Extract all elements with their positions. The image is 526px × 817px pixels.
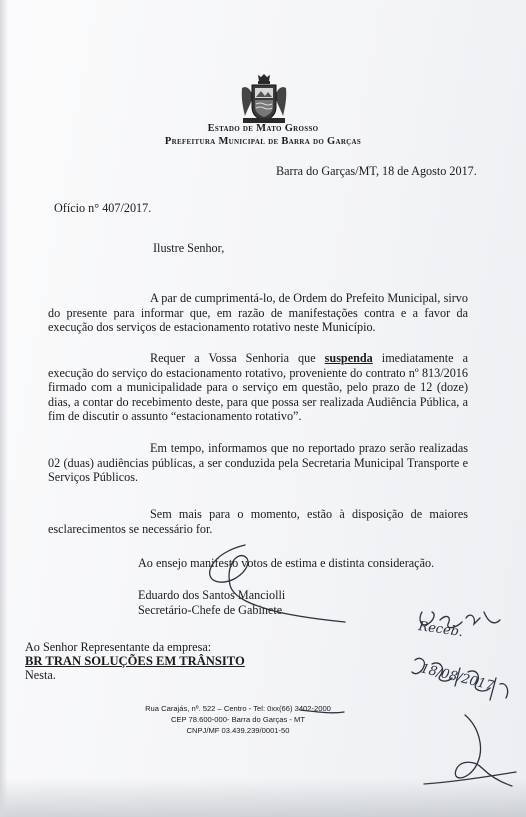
recipient-company: BR TRAN SOLUÇÕES EM TRÂNSITO	[25, 654, 245, 668]
recipient-place: Nesta.	[25, 668, 56, 682]
footer-cep: CEP 78.600-000- Barra do Garças - MT	[170, 715, 306, 724]
page-bottom-shadow	[0, 778, 526, 817]
signatory-title: Secretário-Chefe de Gabinete	[138, 603, 283, 617]
paragraph-request	[48, 351, 468, 424]
request-text-start: Requer a Vossa Senhoria que	[150, 351, 325, 365]
office-number: Ofício n° 407/2017.	[54, 201, 152, 215]
footer-cnpj: CNPJ/MF 03.439.239/0001-50	[186, 726, 290, 735]
letterhead-state: Estado de Mato Grosso	[207, 123, 319, 134]
letterhead-prefecture: Prefeitura Municipal de Barra do Garças	[164, 136, 362, 147]
request-text-end: imediatamente a execução do serviço do estacionamento rotativo, proveniente do contrato nº 813/2016 firmado com a municipalidade para o serviço em questão, pelo prazo de 12 (doze) dias, a contar do recebimento deste, para que possa ser realizada Audiência Pública, a fim de discutir o assunto “estacionamento rotativo”.	[48, 351, 468, 423]
request-emphasis: suspenda	[324, 351, 373, 365]
date-line: Barra do Garças/MT, 18 de Agosto 2017.	[276, 164, 477, 178]
municipal-coat-of-arms-icon	[241, 74, 287, 124]
date-scribble	[412, 658, 508, 700]
signatory-name: Eduardo dos Santos Manciolli	[138, 588, 286, 602]
recipient-line: Ao Senhor Representante da empresa:	[25, 640, 212, 654]
paragraph-intro: A par de cumprimentá-lo, de Ordem do Prefeito Municipal, sirvo do presente para informar que, em razão de manifestações contra e a favor da execução dos serviços de estacionamento rotativo neste Município.	[48, 291, 468, 334]
receipt-note-scribble	[420, 612, 500, 628]
handwritten-receipt-note: Receb.	[417, 619, 465, 641]
paragraph-availability: Sem mais para o momento, estão à disposição de maiores esclarecimentos se necessário for.	[48, 507, 468, 536]
handwritten-receipt-date: 18/08/2017	[419, 661, 496, 695]
greeting: Ilustre Senhor,	[153, 241, 225, 255]
closing-line: Ao ensejo manifesto votos de estima e distinta consideração.	[138, 556, 435, 570]
paragraph-hearings: Em tempo, informamos que no reportado prazo serão realizadas 02 (duas) audiências públicas, a ser conduzida pela Secretaria Municipal Transporte e Serviços Públicos.	[48, 441, 468, 484]
footer-address: Rua Carajás, nº. 522 – Centro - Tel: 0xx(66) 3402-2000	[145, 704, 331, 713]
